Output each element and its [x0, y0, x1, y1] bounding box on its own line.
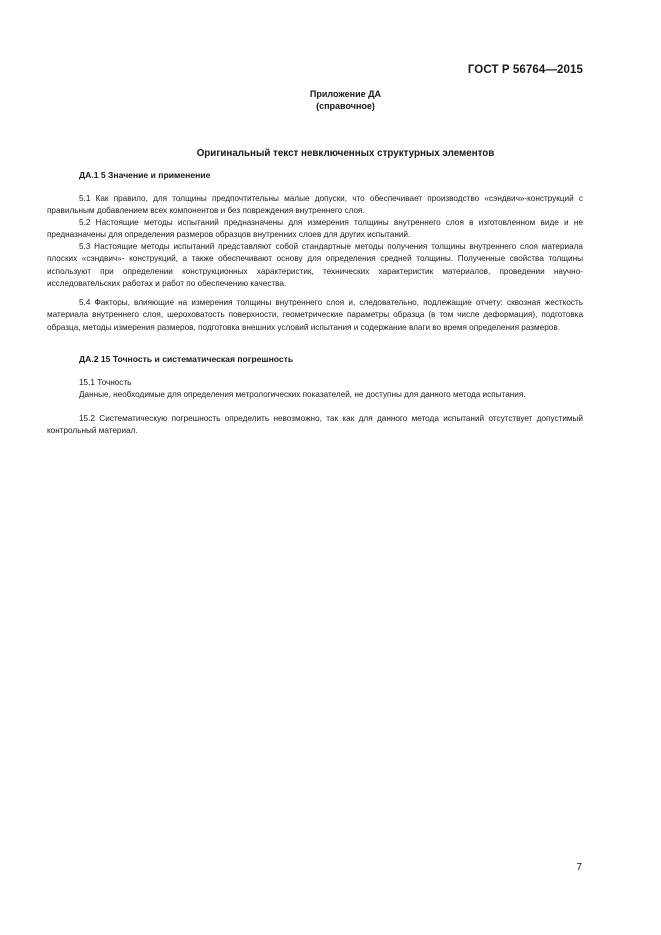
- annex-title: Приложение ДА: [309, 89, 382, 99]
- paragraph: Данные, необходимые для определения метрологических показателей, не доступны для данного метода испытания.: [79, 390, 526, 399]
- paragraph: 5.2 Настоящие методы испытаний предназначены для измерения толщины внутреннего слоя в изготовленном виде и не предназначены для определения размеров образцов внутренних слоев для других испытаний.: [47, 218, 583, 240]
- page-number: 7: [576, 862, 582, 873]
- section-title: ДА.1 5 Значение и применение: [79, 170, 211, 180]
- annex-subtitle: (справочное): [316, 101, 375, 111]
- paragraph: 5.1 Как правило, для толщины предпочтительны малые допуски, что обеспечивает производство «сэндвич»-конструкций с правильным добавлением всех компонентов и без повреждения внутреннего слоя.: [47, 194, 583, 216]
- main-title: Оригинальный текст невключенных структурных элементов: [196, 148, 495, 159]
- annex-heading: [0, 88, 661, 112]
- paragraph: 5.3 Настоящие методы испытаний представляют собой стандартные методы получения толщины внутреннего слоя материала плоских «сэндвич»- конструкций, а также обеспечивают основу для определения средней толщины. Полученные свойства толщины используют при определении конструкционных характеристик, технических характеристик материалов, проведении научно-исследовательских работах и работ по обеспечению качества.: [47, 242, 583, 289]
- paragraph: 15.2 Систематическую погрешность определить невозможно, так как для данного метода испытаний отсутствует допустимый контрольный материал.: [47, 414, 583, 436]
- paragraph: 15.1 Точность: [79, 378, 132, 387]
- standard-id: ГОСТ Р 56764—2015: [467, 64, 583, 76]
- section-title: ДА.2 15 Точность и систематическая погрешность: [79, 354, 294, 364]
- paragraph: 5.4 Факторы, влияющие на измерения толщины внутреннего слоя и, следовательно, подлежащие отчету: сквозная жесткость материала внутреннего слоя, шероховатость поверхности, геометрические параметры образца (в том числе деформация), подготовка образца, методы измерения размеров, подготовка внешних условий испытания и содержание влаги во время определения размеров.: [47, 298, 583, 332]
